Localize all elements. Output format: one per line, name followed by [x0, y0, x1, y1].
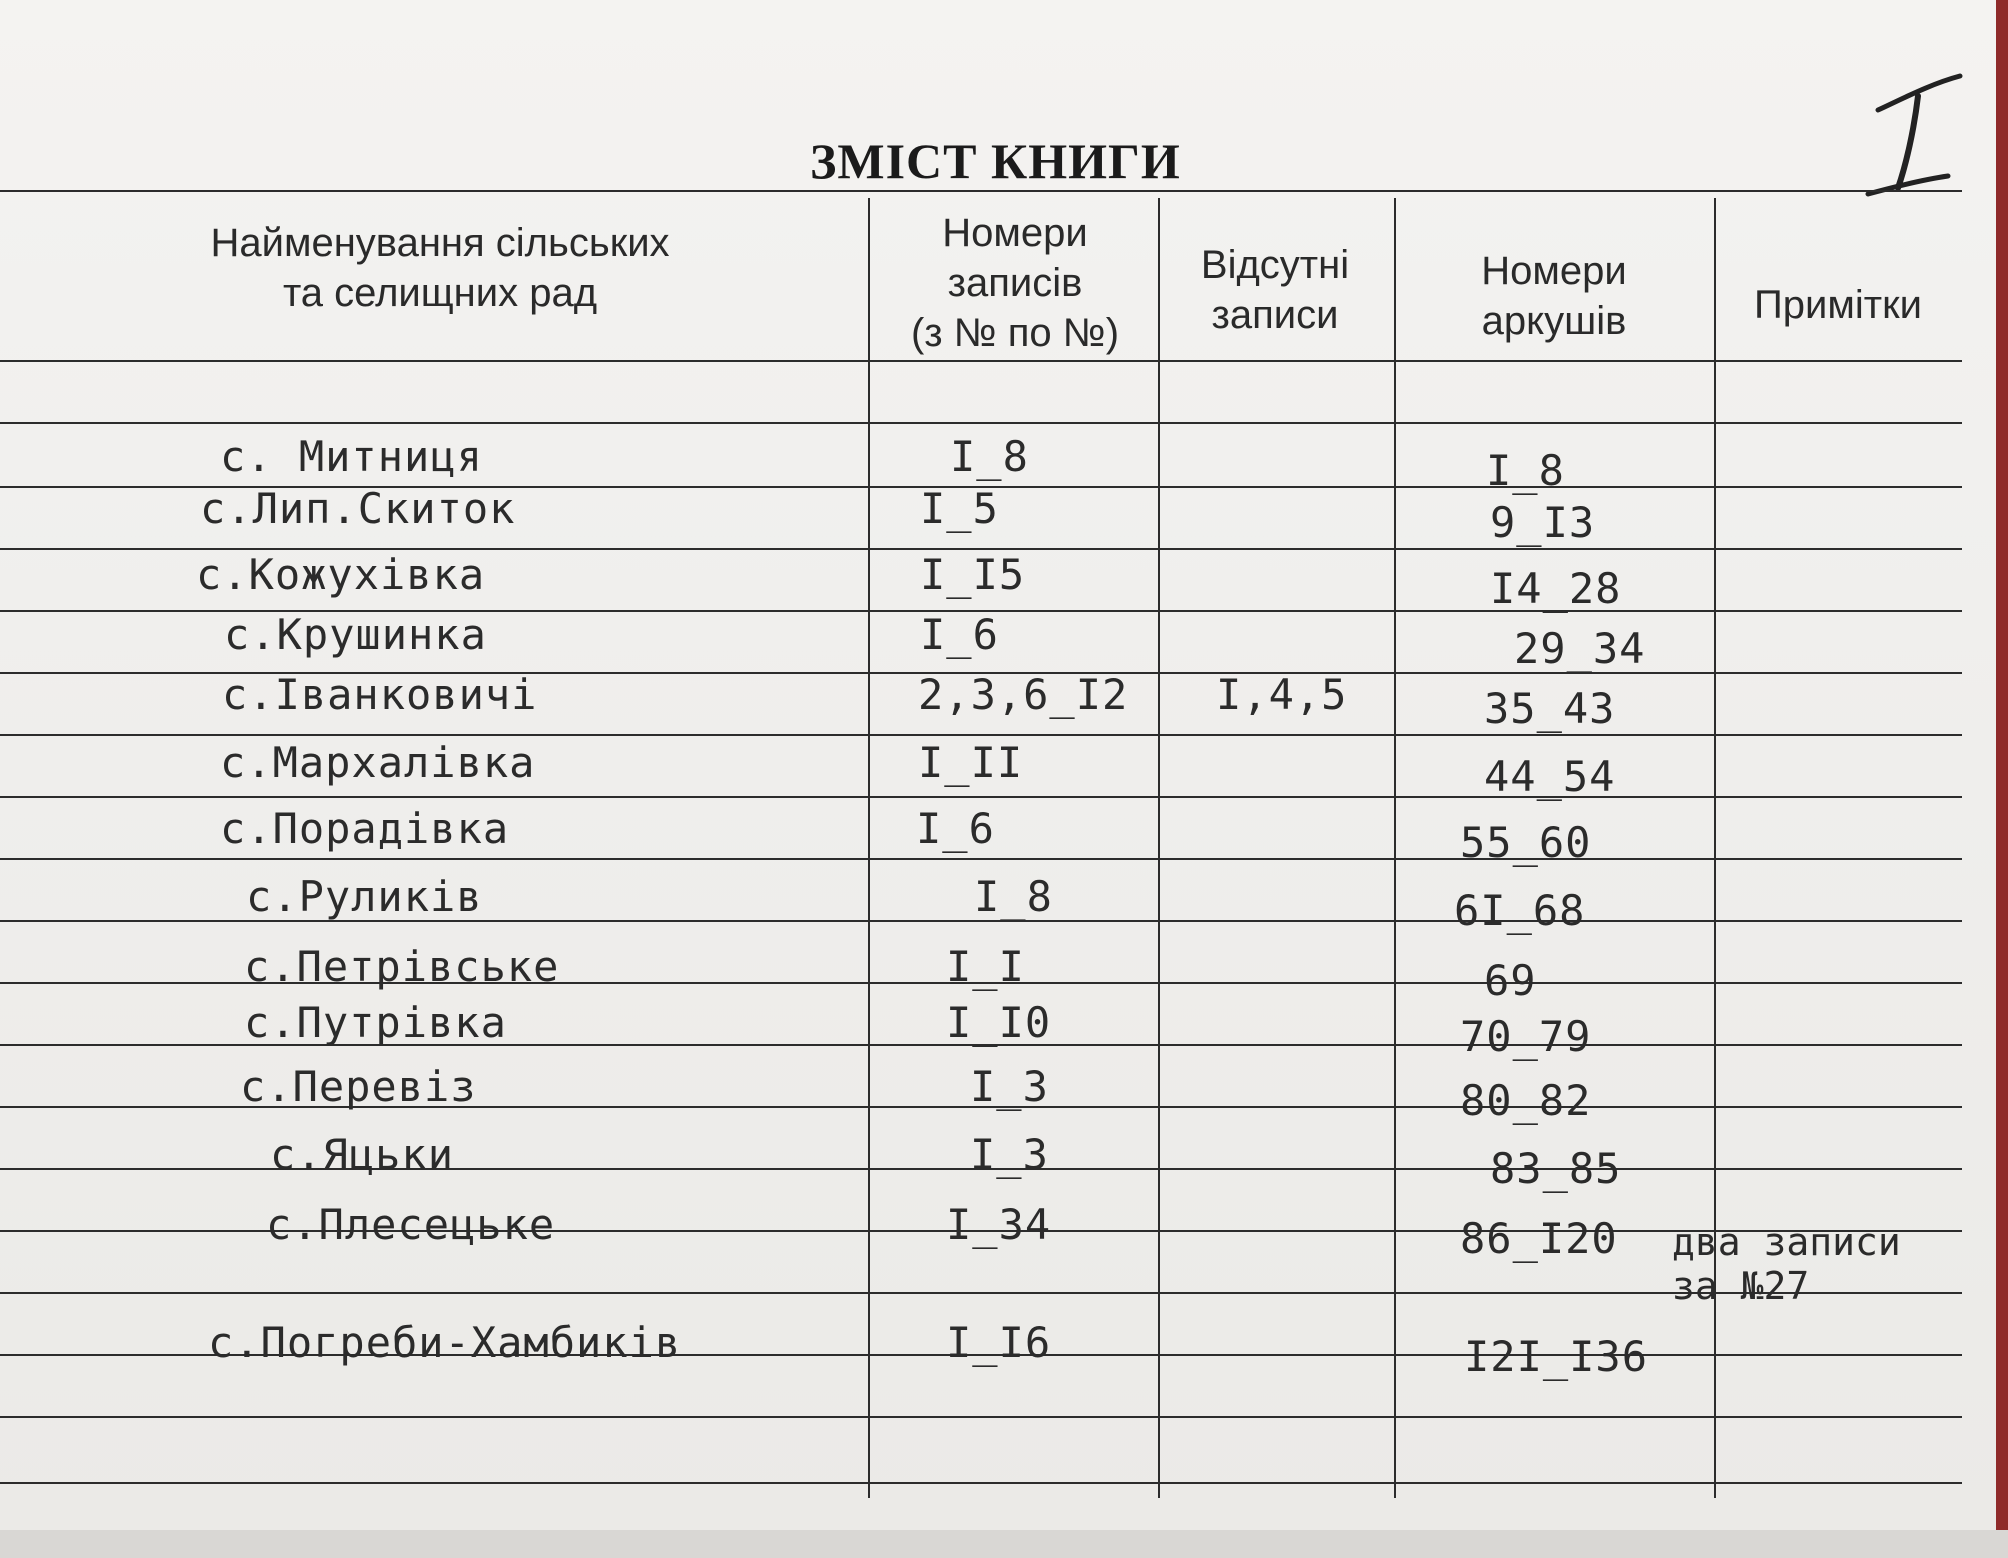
table-rule [0, 796, 1962, 798]
sheet-numbers: 44_54 [1484, 752, 1616, 801]
record-numbers: I_II [918, 738, 1024, 787]
record-numbers: I_I [946, 942, 1025, 991]
record-numbers: I_3 [970, 1062, 1049, 1111]
settlement-name: с.Крушинка [224, 610, 487, 659]
sheet-numbers: 6I_68 [1454, 886, 1586, 935]
settlement-name: с. Митниця [220, 432, 483, 481]
settlement-name: с.Кожухівка [196, 550, 486, 599]
table-rule [0, 1482, 1962, 1484]
sheet-numbers: 86_I20 [1460, 1214, 1618, 1263]
settlement-name: с.Петрівське [244, 942, 560, 991]
settlement-name: с.Перевіз [240, 1062, 477, 1111]
table-rule [0, 190, 1962, 192]
sheet-numbers: 80_82 [1460, 1076, 1592, 1125]
page-title: ЗМІСТ КНИГИ [810, 133, 1181, 189]
page-bottom-edge [0, 1530, 2008, 1558]
sheet-numbers: I4_28 [1490, 564, 1622, 613]
record-numbers: I_I0 [946, 998, 1052, 1047]
header-settlement-name: Найменування сільських та селищних рад [210, 221, 670, 315]
sheet-numbers: 70_79 [1460, 1012, 1592, 1061]
header-notes: Примітки [1754, 283, 1922, 327]
column-divider [868, 198, 870, 1498]
table-rule [0, 858, 1962, 860]
settlement-name: с.Погреби-Хамбиків [208, 1318, 682, 1367]
record-numbers: I_6 [916, 804, 995, 853]
settlement-name: с.Руликів [246, 872, 483, 921]
table-rule [0, 360, 1962, 362]
sheet-numbers: 35_43 [1484, 684, 1616, 733]
column-divider [1158, 198, 1160, 1498]
settlement-name: с.Порадівка [220, 804, 510, 853]
header-missing-records: Відсутні записи [1200, 243, 1350, 337]
sheet-numbers: 29_34 [1514, 624, 1646, 673]
sheet-numbers: 55_60 [1460, 818, 1592, 867]
table-rule [0, 734, 1962, 736]
roman-numeral-mark [1860, 70, 1970, 200]
record-numbers: I_8 [950, 432, 1029, 481]
table-rule [0, 422, 1962, 424]
sheet-numbers: 9_I3 [1490, 498, 1596, 547]
sheet-numbers: I2I_I36 [1464, 1332, 1649, 1381]
table-rule [0, 1292, 1962, 1294]
sheet-numbers: 69 [1484, 956, 1537, 1005]
row-note: два записи за №27 [1672, 1220, 1901, 1308]
record-numbers: I_I5 [920, 550, 1026, 599]
settlement-name: с.Яцьки [270, 1130, 455, 1179]
record-numbers: I_6 [920, 610, 999, 659]
settlement-name: с.Мархалівка [220, 738, 536, 787]
settlement-name: с.Плесецьке [266, 1200, 556, 1249]
record-numbers: I_3 [970, 1130, 1049, 1179]
sheet-numbers: I_8 [1486, 446, 1565, 495]
column-divider [1394, 198, 1396, 1498]
table-rule [0, 1416, 1962, 1418]
contents-table [0, 190, 1962, 1490]
record-numbers: I_8 [974, 872, 1053, 921]
header-sheet-numbers: Номери аркушів [1481, 249, 1627, 343]
record-numbers: I_I6 [946, 1318, 1052, 1367]
binding-edge [1996, 0, 2008, 1558]
record-numbers: 2,3,6_I2 [918, 670, 1129, 719]
settlement-name: с.Іванковичі [222, 670, 538, 719]
record-numbers: I_34 [946, 1200, 1052, 1249]
header-record-numbers: Номери записів (з № по №) [910, 211, 1120, 355]
record-numbers: I_5 [920, 484, 999, 533]
settlement-name: с.Лип.Скиток [200, 484, 516, 533]
sheet-numbers: 83_85 [1490, 1144, 1622, 1193]
settlement-name: с.Путрівка [244, 998, 507, 1047]
missing-records: I,4,5 [1216, 670, 1348, 719]
